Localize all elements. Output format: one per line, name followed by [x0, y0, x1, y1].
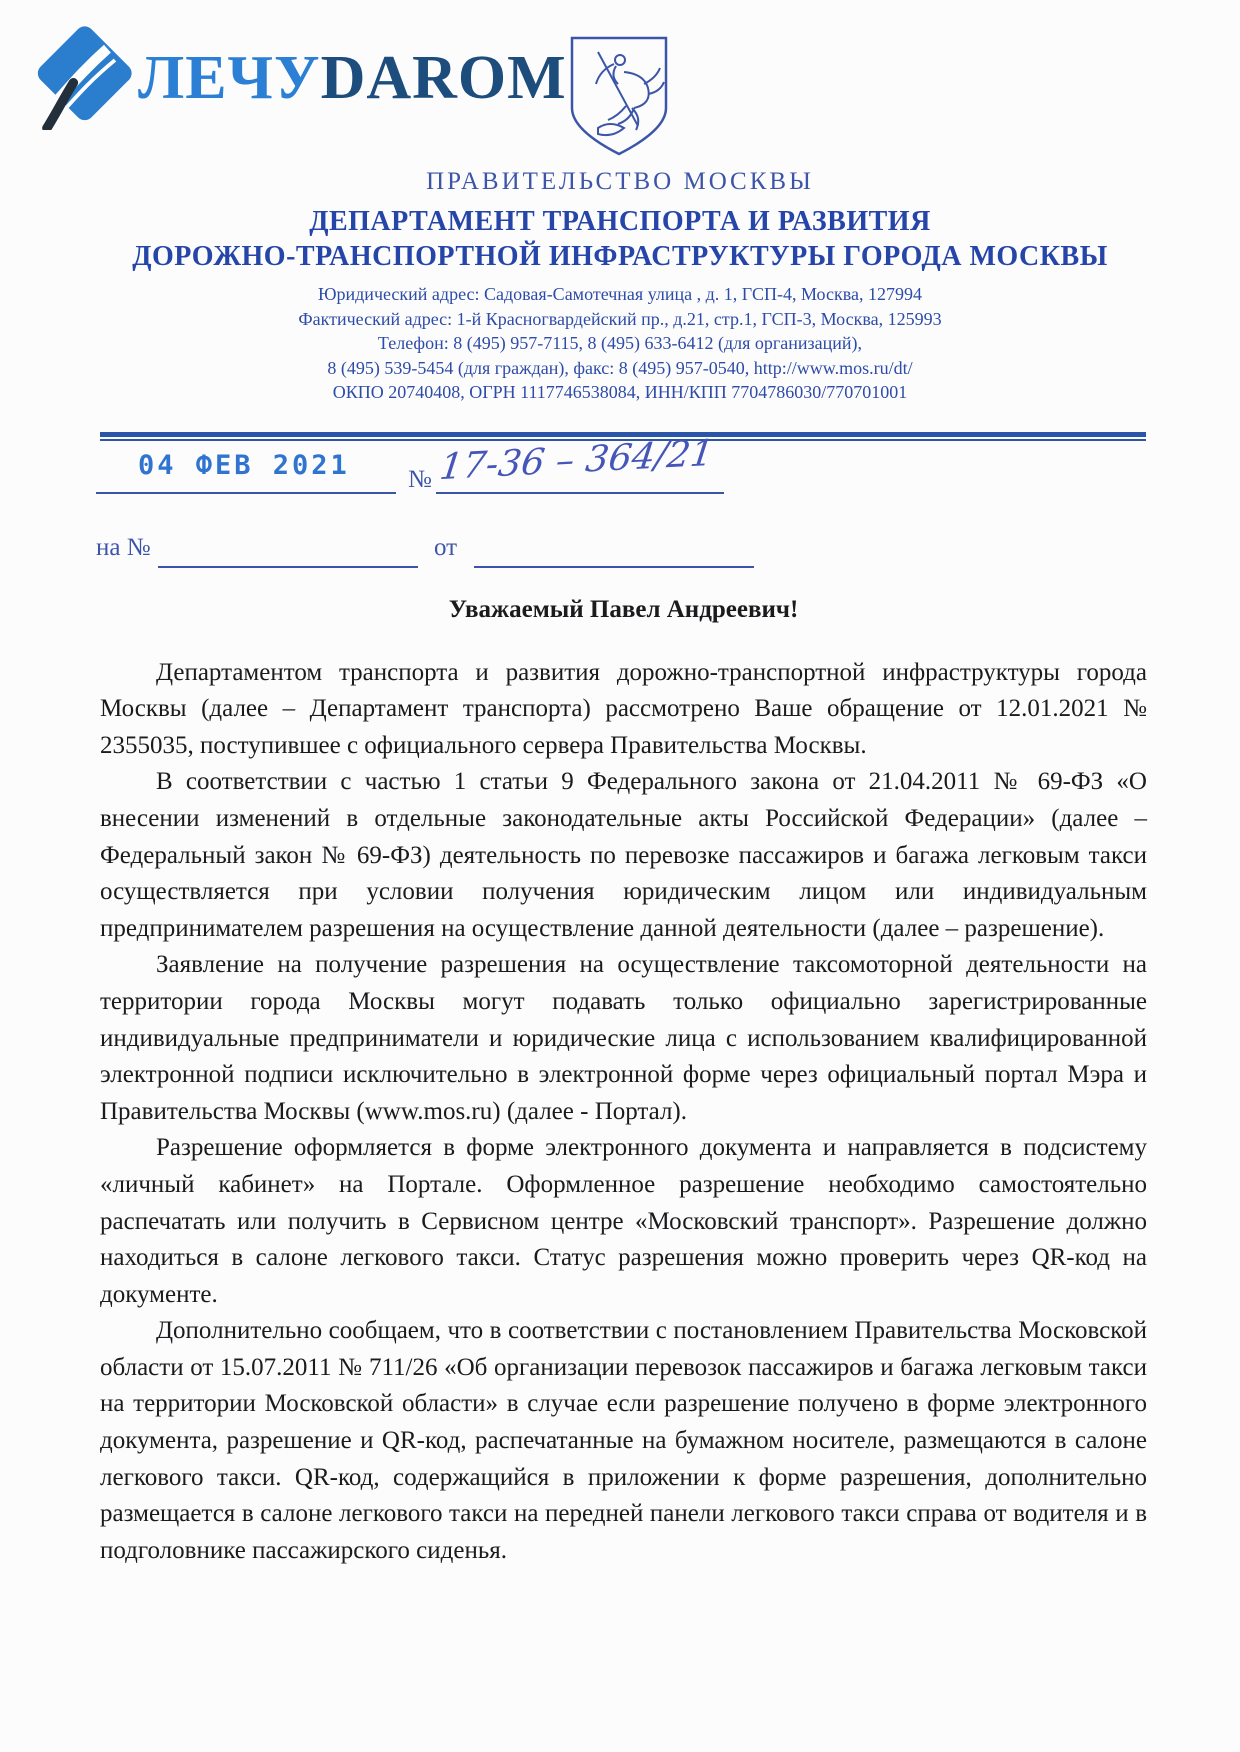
- logo-wordmark: [138, 44, 567, 112]
- number-sign: №: [408, 466, 432, 493]
- letter-body: [100, 592, 1147, 1569]
- paragraph-federal-law: В соответствии с частью 1 статьи 9 Федерального закона от 21.04.2011 № 69-ФЗ «О внесении изменений в отдельные законодательные акты Российской Федерации» (далее – Федеральный закон № 69-ФЗ) деятельность по перевозке пассажиров и багажа легковым такси осуществляется при условии получения юридическим лицом или индивидуальным предпринимателем разрешения на осуществление данной деятельности (далее – разрешение).: [100, 768, 1147, 942]
- handwritten-outgoing-number: 17-36 – 364/21: [437, 432, 716, 489]
- moscow-coat-of-arms-icon: [568, 34, 670, 158]
- contact-line-registry-codes: ОКПО 20740408, ОГРН 1117746538084, ИНН/КПП 7704786030/770701001: [332, 382, 908, 402]
- logo-text-secondary: DAROM: [320, 44, 567, 112]
- government-title: ПРАВИТЕЛЬСТВО МОСКВЫ: [426, 168, 814, 195]
- incoming-from-label: от: [434, 534, 458, 561]
- incoming-number-underline: [158, 566, 418, 568]
- incoming-date-underline: [474, 566, 754, 568]
- contact-line-fax-site: 8 (495) 539-5454 (для граждан), факс: 8 (495) 957-0540, http://www.mos.ru/dt/: [327, 357, 913, 378]
- contact-block: [0, 282, 1240, 405]
- paragraph-permit-issue: Разрешение оформляется в форме электронного документа и направляется в подсистему «личный кабинет» на Портале. Оформленное разрешение необходимо самостоятельно распечатать или получить в Сервисном центре «Московский транспорт». Разрешение должно находиться в салоне легкового такси. Статус разрешения можно проверить через QR-код на документе.: [100, 1134, 1147, 1308]
- department-title-line1: ДЕПАРТАМЕНТ ТРАНСПОРТА И РАЗВИТИЯ: [309, 206, 931, 237]
- number-underline: [436, 492, 724, 494]
- incoming-number-label: на №: [96, 534, 151, 561]
- road-diamond-icon: [28, 26, 132, 130]
- salutation: Уважаемый Павел Андреевич!: [448, 596, 799, 623]
- date-stamp: 04 ФЕВ 2021: [138, 450, 350, 481]
- date-underline: [96, 492, 396, 494]
- paragraph-application: Заявление на получение разрешения на осуществление таксомоторной деятельности на территории города Москвы могут подавать только официально зарегистрированные индивидуальные предприниматели и юридические лица с использованием квалифицированной электронной подписи исключительно в электронной форме через официальный портал Мэра и Правительства Москвы (www.mos.ru) (далее - Портал).: [100, 951, 1147, 1125]
- reference-row: [96, 432, 736, 512]
- contact-line-actual-address: Фактический адрес: 1-й Красногвардейский пр., д.21, стр.1, ГСП-3, Москва, 125993: [298, 308, 942, 329]
- contact-line-phone: Телефон: 8 (495) 957-7115, 8 (495) 633-6412 (для организаций),: [377, 333, 863, 353]
- department-title: [0, 204, 1240, 274]
- contact-line-legal-address: Юридический адрес: Садовая-Самотечная улица , д. 1, ГСП-4, Москва, 127994: [318, 284, 922, 304]
- department-title-line2: ДОРОЖНО-ТРАНСПОРТНОЙ ИНФРАСТРУКТУРЫ ГОРОДА МОСКВЫ: [132, 241, 1108, 272]
- paragraph-moscow-region: Дополнительно сообщаем, что в соответствии с постановлением Правительства Московской области от 15.07.2011 № 711/26 «Об организации перевозок пассажиров и багажа легковым такси на территории Московской области» в случае если разрешение получено в форме электронного документа, разрешение и QR-код, распечатанные на бумажном носителе, размещаются в салоне легкового такси. QR-код, содержащийся в приложении к форме разрешения, дополнительно размещается в салоне легкового такси на передней панели легкового такси справа от водителя и в подголовнике пассажирского сиденья.: [100, 1317, 1147, 1564]
- paragraph-intro: Департаментом транспорта и развития дорожно-транспортной инфраструктуры города Москвы (далее – Департамент транспорта) рассмотрено Ваше обращение от 12.01.2021 № 2355035, поступившее с официального сервера Правительства Москвы.: [100, 658, 1147, 759]
- lechudarom-logo: [28, 26, 567, 130]
- incoming-reference-row: [96, 524, 796, 570]
- logo-text-primary: ЛЕЧУ: [138, 44, 321, 112]
